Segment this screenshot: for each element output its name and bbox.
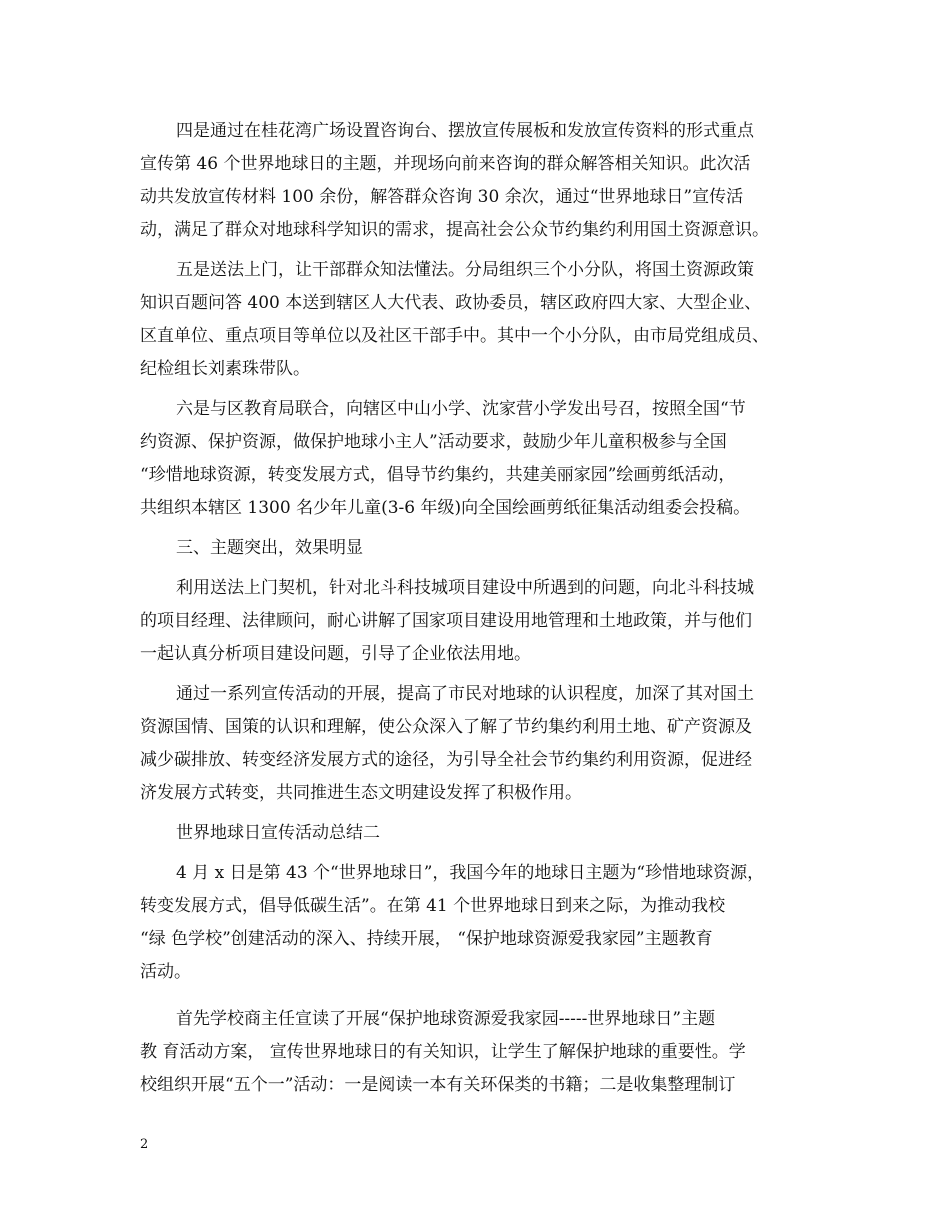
text-line: 五是送法上门，让干部群众知法懂法。分局组织三个小分队，将国土资源政策	[176, 260, 754, 280]
text-line: 区直单位、重点项目等单位以及社区干部手中。其中一个小分队，由市局党组成员、	[140, 326, 769, 346]
text-line: 知识百题问答 400 本送到辖区人大代表、政协委员，辖区政府四大家、大型企业、	[140, 293, 762, 313]
text-line: 纪检组长刘素珠带队。	[140, 359, 310, 379]
text-line: 一起认真分析项目建设问题，引导了企业依法用地。	[140, 644, 531, 664]
text-line: 首先学校商主任宣读了开展“保护地球资源爱我家园-----世界地球日”主题	[176, 1009, 716, 1029]
text-line: 4 月 x 日是第 43 个“世界地球日”，我国今年的地球日主题为“珍惜地球资源，	[176, 863, 765, 883]
text-line: 活动。	[140, 962, 191, 982]
text-line: 宣传第 46 个世界地球日的主题，并现场向前来咨询的群众解答相关知识。此次活	[140, 154, 751, 174]
text-line: 约资源、保护资源，做保护地球小主人”活动要求，鼓励少年儿童积极参与全国	[140, 432, 727, 452]
text-line: “珍惜地球资源，转变发展方式，倡导节约集约，共建美丽家园”绘画剪纸活动，	[140, 465, 736, 485]
text-line: 四是通过在桂花湾广场设置咨询台、摆放宣传展板和发放宣传资料的形式重点	[176, 121, 754, 141]
text-line: 共组织本辖区 1300 名少年儿童(3-6 年级)向全国绘画剪纸征集活动组委会投稿。	[140, 498, 751, 518]
text-line: 教 育活动方案， 宣传世界地球日的有关知识，让学生了解保护地球的重要性。学	[140, 1042, 746, 1062]
section-heading: 三、主题突出，效果明显	[176, 538, 363, 558]
text-line: 减少碳排放、转变经济发展方式的途径，为引导全社会节约集约利用资源，促进经	[140, 750, 752, 770]
text-line: 校组织开展“五个一”活动：一是阅读一本有关环保类的书籍；二是收集整理制订	[140, 1075, 736, 1095]
text-line: “绿 色学校”创建活动的深入、持续开展， “保护地球资源爱我家园”主题教育	[140, 929, 713, 949]
text-line: 通过一系列宣传活动的开展，提高了市民对地球的认识程度，加深了其对国土	[176, 684, 754, 704]
text-line: 济发展方式转变，共同推进生态文明建设发挥了积极作用。	[140, 783, 582, 803]
section-title: 世界地球日宣传活动总结二	[176, 823, 380, 843]
text-line: 资源国情、国策的认识和理解，使公众深入了解了节约集约利用土地、矿产资源及	[140, 717, 752, 737]
text-line: 动共发放宣传材料 100 余份，解答群众咨询 30 余次，通过“世界地球日”宣传活	[140, 187, 744, 207]
text-line: 六是与区教育局联合，向辖区中山小学、沈家营小学发出号召，按照全国“节	[176, 399, 746, 419]
text-line: 动，满足了群众对地球科学知识的需求，提高社会公众节约集约利用国土资源意识。	[140, 220, 769, 240]
text-line: 的项目经理、法律顾问，耐心讲解了国家项目建设用地管理和土地政策，并与他们	[140, 611, 752, 631]
text-line: 转变发展方式，倡导低碳生活”。在第 41 个世界地球日到来之际，为推动我校	[140, 896, 726, 916]
text-line: 利用送法上门契机，针对北斗科技城项目建设中所遇到的问题，向北斗科技城	[176, 578, 754, 598]
page-number: 2	[140, 1137, 149, 1152]
